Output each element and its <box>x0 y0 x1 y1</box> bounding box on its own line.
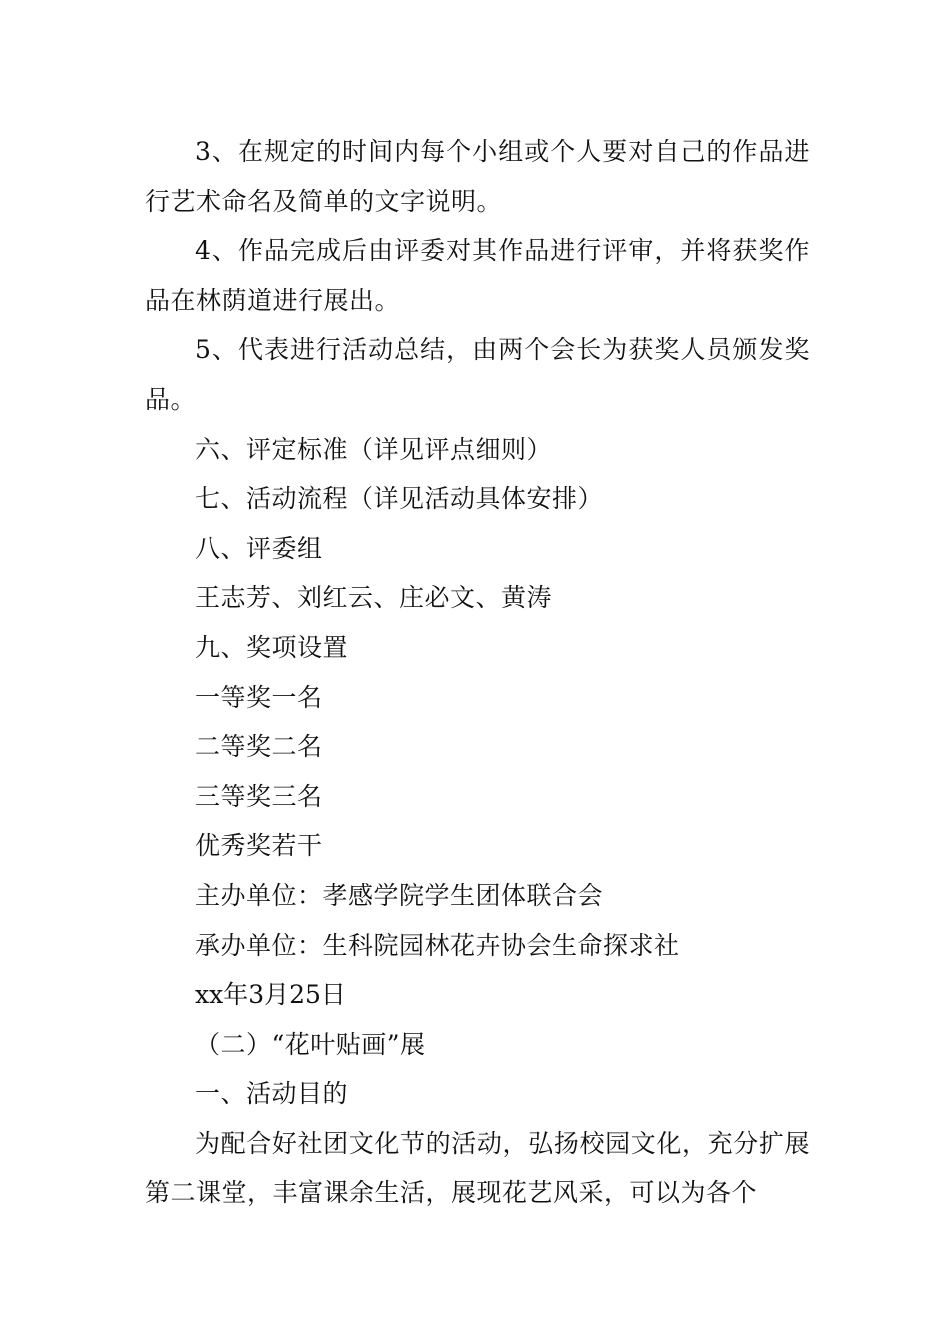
paragraph-step-3: 3、在规定的时间内每个小组或个人要对自己的作品进行艺术命名及简单的文字说明。 <box>145 137 810 216</box>
document-body <box>145 127 810 1218</box>
section-title-leaf-collage: （二）“花叶贴画”展 <box>195 1029 426 1059</box>
paragraph-purpose: 为配合好社团文化节的活动，弘扬校园文化，充分扩展第二课堂，丰富课余生活，展现花艺风采，可以为各个 <box>145 1128 810 1208</box>
award-excellence: 优秀奖若干 <box>195 831 323 861</box>
paragraph-step-5: 5、代表进行活动总结，由两个会长为获奖人员颁发奖品。 <box>145 335 810 414</box>
award-third: 三等奖三名 <box>195 781 323 811</box>
paragraph-step-4: 4、作品完成后由评委对其作品进行评审，并将获奖作品在林荫道进行展出。 <box>145 236 810 315</box>
judges-list: 王志芳、刘红云、庄必文、黄涛 <box>195 583 553 613</box>
co-organizer: 承办单位：生科院园林花卉协会生命探求社 <box>195 930 680 960</box>
heading-judges: 八、评委组 <box>195 533 323 563</box>
heading-activity-purpose: 一、活动目的 <box>195 1079 349 1109</box>
heading-activity-process: 七、活动流程（详见活动具体安排） <box>195 484 604 514</box>
document-date: xx年3月25日 <box>195 980 346 1010</box>
heading-evaluation-criteria: 六、评定标准（详见评点细则） <box>195 434 553 464</box>
award-first: 一等奖一名 <box>195 682 323 712</box>
organizer: 主办单位：孝感学院学生团体联合会 <box>195 880 604 910</box>
award-second: 二等奖二名 <box>195 732 323 762</box>
heading-awards: 九、奖项设置 <box>195 632 349 662</box>
